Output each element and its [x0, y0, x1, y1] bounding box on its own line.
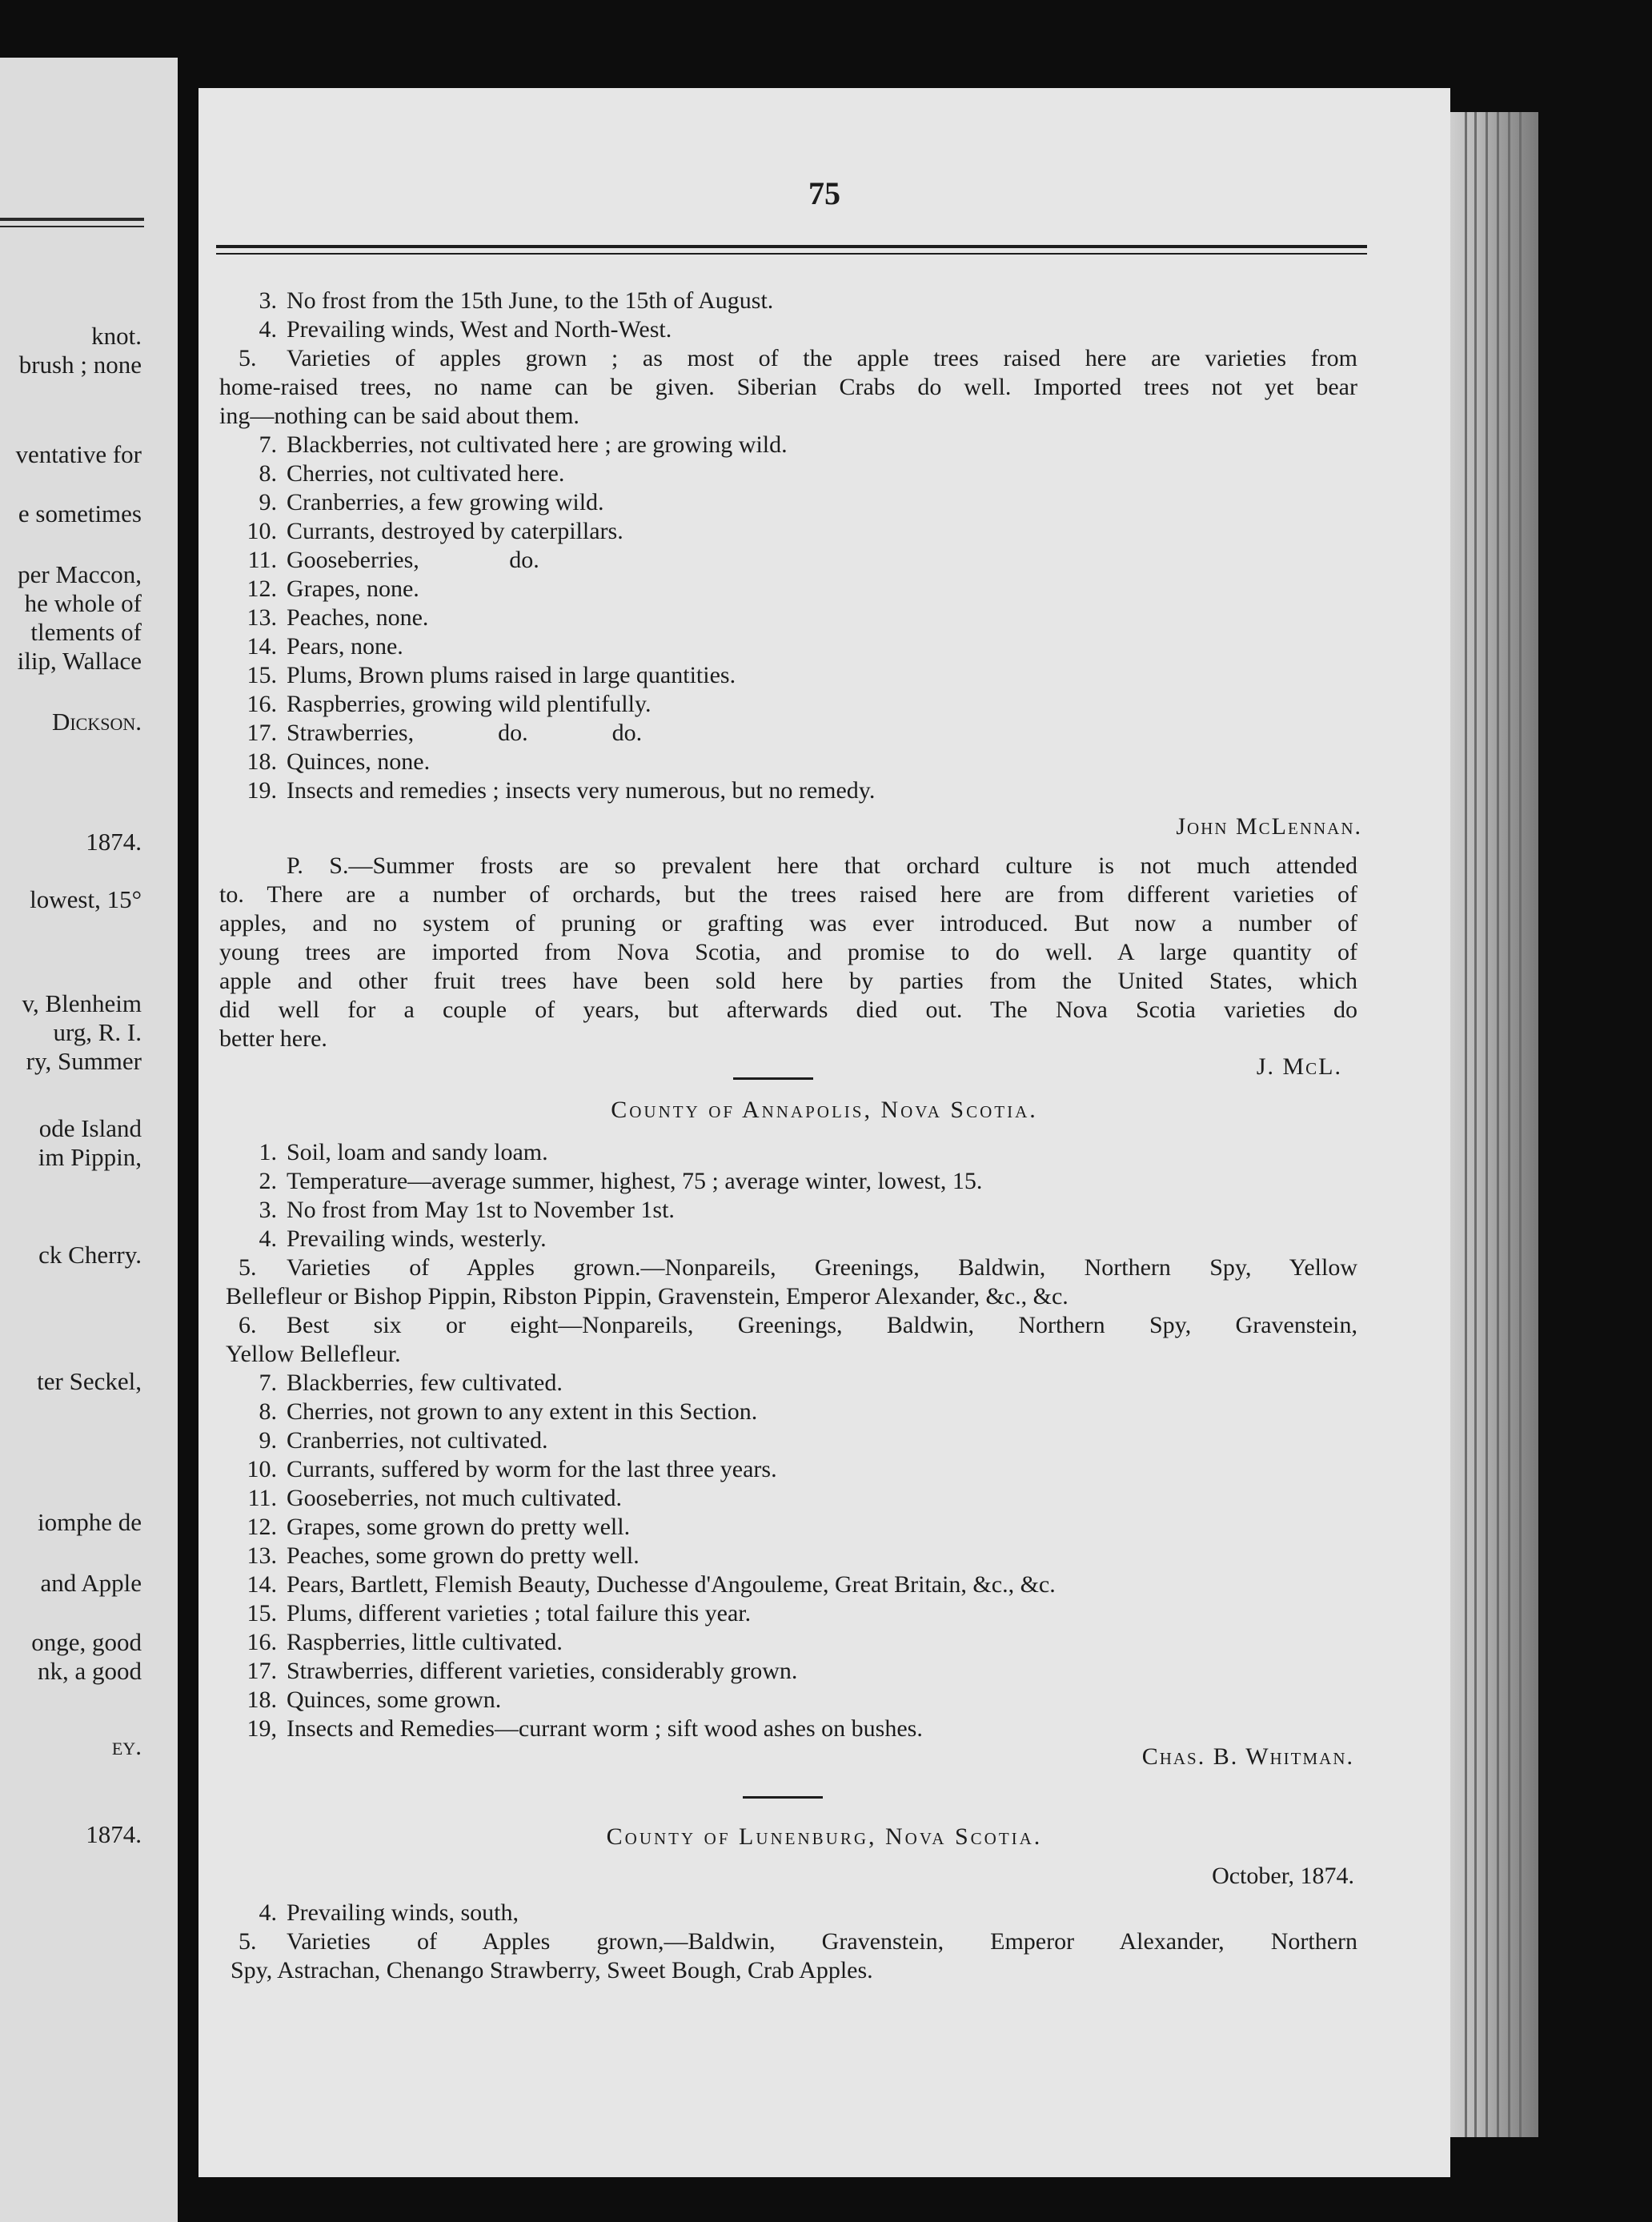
left-fragment: he whole of [24, 589, 142, 617]
continuation-line: home-raised trees, no name can be given. Siberian Crabs do well. Imported trees not yet bear [219, 374, 1357, 400]
list-item: 3. No frost from the 15th June, to the 15th of August. [259, 287, 774, 314]
postscript-line: apple and other fruit trees have been sold here by parties from the United States, which [219, 968, 1357, 994]
left-fragment: iomphe de [38, 1508, 142, 1536]
left-fragment: urg, R. I. [53, 1018, 142, 1046]
left-fragment: knot. [91, 322, 142, 350]
section-divider [743, 1796, 823, 1799]
list-item: 14. Pears, Bartlett, Flemish Beauty, Duchesse d'Angouleme, Great Britain, &c., &c. [247, 1571, 1056, 1598]
list-item: 10. Currants, destroyed by caterpillars. [247, 518, 624, 544]
signature: Chas. B. Whitman. [1141, 1743, 1354, 1770]
postscript-line: to. There are a number of orchards, but the trees raised here are from different varieties of [219, 881, 1357, 908]
left-fragment: lowest, 15° [30, 885, 142, 913]
left-fragment: im Pippin, [38, 1143, 142, 1171]
left-fragment: nk, a good [37, 1657, 142, 1685]
left-page-rule [0, 218, 144, 221]
left-fragment: ventative for [15, 440, 142, 468]
left-fragment: ter Seckel, [37, 1367, 142, 1395]
postscript-line: P. S.—Summer frosts are so prevalent here that orchard culture is not much attended [287, 852, 1357, 879]
list-item: 4. Prevailing winds, West and North-West. [259, 316, 672, 343]
list-item: 16. Raspberries, little cultivated. [247, 1629, 563, 1655]
left-fragment: ey. [111, 1732, 142, 1760]
page-number: 75 [808, 175, 840, 211]
signature: J. McL. [1256, 1053, 1342, 1080]
list-item: 3. No frost from May 1st to November 1st. [259, 1197, 675, 1223]
list-item: 8. Cherries, not grown to any extent in this Section. [259, 1398, 758, 1425]
continuation-line: Bellefleur or Bishop Pippin, Ribston Pippin, Gravenstein, Emperor Alexander, &c., &c. [226, 1283, 1069, 1310]
list-item: 4. Prevailing winds, westerly. [259, 1225, 547, 1252]
signature: John McLennan. [1176, 813, 1362, 840]
left-fragment: ilip, Wallace [17, 647, 142, 675]
left-fragment: ck Cherry. [38, 1241, 142, 1269]
list-item: 11. Gooseberries, not much cultivated. [247, 1485, 623, 1511]
list-item: 12. Grapes, none. [247, 576, 419, 602]
list-item: 14. Pears, none. [247, 633, 403, 660]
list-item: 16. Raspberries, growing wild plentifully. [247, 691, 652, 717]
list-item: 19, Insects and Remedies—currant worm ; sift wood ashes on bushes. [247, 1715, 923, 1742]
left-fragment: v, Blenheim [22, 989, 142, 1017]
left-fragment: Dickson. [51, 708, 142, 736]
left-page-rule [0, 226, 144, 227]
left-fragment: 1874. [86, 828, 142, 856]
list-item: 1. Soil, loam and sandy loam. [259, 1139, 548, 1165]
list-item: 15. Plums, different varieties ; total failure this year. [247, 1600, 752, 1626]
list-item: 9. Cranberries, not cultivated. [259, 1427, 548, 1454]
list-item: 15. Plums, Brown plums raised in large quantities. [247, 662, 736, 688]
left-fragment: ode Island [38, 1114, 142, 1142]
book-page-edges [1450, 112, 1538, 2137]
left-fragment: onge, good [31, 1628, 142, 1656]
date-line: October, 1874. [1212, 1863, 1354, 1889]
list-item: 11. Gooseberries, do. [247, 547, 539, 573]
continuation-line: Spy, Astrachan, Chenango Strawberry, Sweet Bough, Crab Apples. [231, 1957, 873, 1983]
list-item: 10. Currants, suffered by worm for the last three years. [247, 1456, 777, 1482]
list-item: 5. Varieties of Apples grown,—Baldwin, Gravenstein, Emperor Alexander, Northern [239, 1928, 1357, 1955]
list-item: 9. Cranberries, a few growing wild. [259, 489, 604, 515]
left-page-margin [0, 58, 178, 2222]
list-item: 5. Varieties of apples grown ; as most of the apple trees raised here are varieties from [239, 345, 1357, 371]
left-fragment: tlements of [30, 618, 142, 646]
document-page [198, 88, 1450, 2177]
list-item: 7. Blackberries, not cultivated here ; are growing wild. [259, 431, 788, 458]
left-fragment: brush ; none [18, 351, 142, 379]
continuation-line: Yellow Bellefleur. [226, 1341, 401, 1367]
list-item: 7. Blackberries, few cultivated. [259, 1370, 563, 1396]
list-item: 18. Quinces, none. [247, 748, 431, 775]
postscript-line: young trees are imported from Nova Scotia, and promise to do well. A large quantity of [219, 939, 1357, 965]
left-fragment: and Apple [40, 1569, 142, 1597]
list-item: 12. Grapes, some grown do pretty well. [247, 1514, 631, 1540]
list-item: 13. Peaches, some grown do pretty well. [247, 1542, 640, 1569]
continuation-line: ing—nothing can be said about them. [219, 403, 579, 429]
postscript-line: apples, and no system of pruning or grafting was ever introduced. But now a number of [219, 910, 1357, 937]
postscript-line: did well for a couple of years, but afterwards died out. The Nova Scotia varieties do [219, 997, 1357, 1023]
list-item: 5. Varieties of Apples grown.—Nonpareils, Greenings, Baldwin, Northern Spy, Yellow [239, 1254, 1357, 1281]
list-item: 6. Best six or eight—Nonpareils, Greenings, Baldwin, Northern Spy, Gravenstein, [239, 1312, 1357, 1338]
list-item: 19. Insects and remedies ; insects very numerous, but no remedy. [247, 777, 876, 804]
list-item: 8. Cherries, not cultivated here. [259, 460, 565, 487]
header-rule [216, 245, 1367, 255]
list-item: 2. Temperature—average summer, highest, 75 ; average winter, lowest, 15. [259, 1168, 983, 1194]
section-heading: County of Lunenburg, Nova Scotia. [606, 1823, 1043, 1850]
left-fragment: per Maccon, [18, 560, 142, 588]
list-item: 4. Prevailing winds, south, [259, 1899, 519, 1926]
list-item: 13. Peaches, none. [247, 604, 429, 631]
list-item: 17. Strawberries, different varieties, considerably grown. [247, 1658, 798, 1684]
left-fragment: 1874. [86, 1820, 142, 1848]
left-fragment: ry, Summer [26, 1047, 142, 1075]
section-divider [733, 1077, 813, 1080]
list-item: 18. Quinces, some grown. [247, 1687, 502, 1713]
section-heading: County of Annapolis, Nova Scotia. [611, 1097, 1038, 1123]
left-fragment: e sometimes [18, 499, 142, 527]
postscript-line: better here. [219, 1025, 327, 1052]
list-item: 17. Strawberries, do. do. [247, 720, 643, 746]
